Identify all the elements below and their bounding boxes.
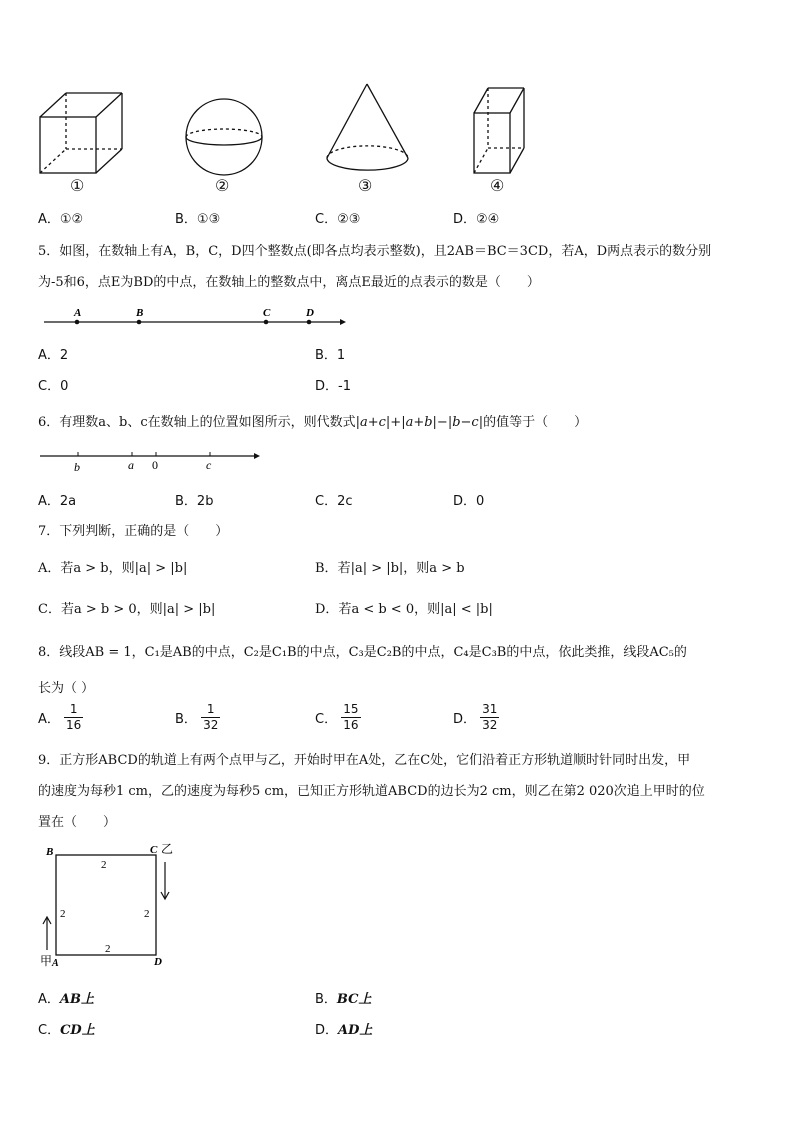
q4-option-d[interactable]: D．②④ — [453, 212, 500, 227]
q6-number-line — [0, 445, 794, 477]
q6-label-zero: 0 — [152, 458, 158, 472]
q5-option-c[interactable]: C．0 — [38, 379, 69, 394]
q5-option-b[interactable]: B．1 — [315, 348, 346, 363]
q9-vertex-d: D — [154, 956, 162, 968]
q6-label-c: c — [206, 458, 212, 472]
q8-fraction-c: $\frac{15}{16}$ — [343, 702, 359, 732]
q8-fraction-a: $\frac{1}{16}$ — [66, 702, 82, 732]
q7-option-c[interactable]: C．若a > b > 0，则|a| > |b| — [38, 602, 216, 617]
q5-point-a: A — [74, 307, 82, 319]
q8-fraction-b: $\frac{1}{32}$ — [203, 702, 219, 732]
q9-label-yi: 乙 — [161, 842, 174, 856]
q8-stem-line1: 8．线段AB = 1，C₁是AB的中点，C₂是C₁B的中点，C₃是C₂B的中点，C₄是C₃B的中点，依此类推，线段AC₅的 — [38, 645, 687, 660]
q6-option-c[interactable]: C．2c — [315, 494, 353, 509]
q9-option-c[interactable]: C．CD上 — [38, 1023, 95, 1038]
q9-option-a[interactable]: A．AB上 — [38, 992, 94, 1007]
q9-option-b[interactable]: B．BC上 — [315, 992, 372, 1007]
figure-label-1: ① — [70, 176, 85, 195]
q5-stem-line1: 5．如图，在数轴上有A，B，C，D四个整数点(即各点均表示整数)，且2AB＝BC＝3CD，若A，D两点表示的数分别 — [38, 244, 712, 259]
q6-expression: |a+c|+|a+b|−|b−c| — [355, 415, 484, 430]
cone-figure — [327, 84, 408, 170]
q8-option-c[interactable]: C． $\frac{15}{16}$ — [315, 702, 359, 732]
q9-arrow-down — [161, 862, 169, 899]
q5-point-b: B — [136, 307, 144, 319]
sphere-figure — [186, 99, 262, 175]
q5-point-c: C — [263, 307, 271, 319]
q9-label-jia: 甲 — [40, 954, 53, 968]
q8-option-a[interactable]: A． $\frac{1}{16}$ — [38, 702, 82, 732]
q8-fraction-d: $\frac{31}{32}$ — [482, 702, 498, 732]
q8-option-d[interactable]: D． $\frac{31}{32}$ — [453, 702, 498, 732]
q9-stem-line2: 的速度为每秒1 cm，乙的速度为每秒5 cm，已知正方形轨道ABCD的边长为2 cm，则乙在第2 020次追上甲时的位 — [38, 784, 705, 799]
q7-option-b[interactable]: B．若|a| > |b|，则a > b — [315, 561, 465, 576]
q8-option-b[interactable]: B． $\frac{1}{32}$ — [175, 702, 219, 732]
q7-option-a[interactable]: A．若a > b，则|a| > |b| — [38, 561, 188, 576]
q4-option-b[interactable]: B．①③ — [175, 212, 221, 227]
q5-point-d: D — [306, 307, 314, 319]
q5-option-a[interactable]: A．2 — [38, 348, 69, 363]
q9-square-figure — [0, 835, 794, 975]
q9-vertex-b: B — [46, 846, 54, 858]
q7-stem: 7．下列判断，正确的是（ ） — [38, 524, 229, 539]
q9-side-bottom: 2 — [105, 943, 111, 955]
q9-side-top: 2 — [101, 859, 107, 871]
q7-option-d[interactable]: D．若a < b < 0，则|a| < |b| — [315, 602, 493, 617]
q6-label-a: a — [128, 458, 134, 472]
q9-arrow-up — [43, 917, 51, 950]
q9-stem-line3: 置在（ ） — [38, 815, 117, 830]
q6-label-b: b — [74, 460, 80, 474]
q9-stem-line1: 9．正方形ABCD的轨道上有两个点甲与乙，开始时甲在A处，乙在C处，它们沿着正方形轨道顺时针同时出发，甲 — [38, 753, 691, 768]
q6-stem: 6．有理数a、b、c在数轴上的位置如图所示，则代数式|a+c|+|a+b|−|b−c|的值等于（ ） — [38, 415, 588, 430]
q9-vertex-a: A — [52, 958, 59, 969]
q6-option-d[interactable]: D．0 — [453, 494, 485, 509]
q4-option-a[interactable]: A．①② — [38, 212, 84, 227]
q5-number-line — [0, 300, 794, 335]
q9-vertex-c: C — [150, 844, 158, 856]
q4-option-c[interactable]: C．②③ — [315, 212, 361, 227]
figure-label-2: ② — [215, 176, 230, 195]
figure-label-3: ③ — [358, 176, 373, 195]
frustum-figure — [474, 88, 524, 173]
cube-figure — [40, 93, 122, 173]
q9-side-right: 2 — [144, 908, 150, 920]
q9-side-left: 2 — [60, 908, 66, 920]
q5-option-d[interactable]: D．-1 — [315, 379, 351, 394]
q8-stem-line2: 长为（ ） — [38, 681, 95, 696]
q6-option-a[interactable]: A．2a — [38, 494, 77, 509]
q6-option-b[interactable]: B．2b — [175, 494, 214, 509]
q4-figures — [0, 0, 794, 200]
figure-label-4: ④ — [490, 176, 505, 195]
q9-option-d[interactable]: D．AD上 — [315, 1023, 373, 1038]
q5-stem-line2: 为-5和6，点E为BD的中点，在数轴上的整数点中，离点E最近的点表示的数是（ ） — [38, 275, 540, 290]
